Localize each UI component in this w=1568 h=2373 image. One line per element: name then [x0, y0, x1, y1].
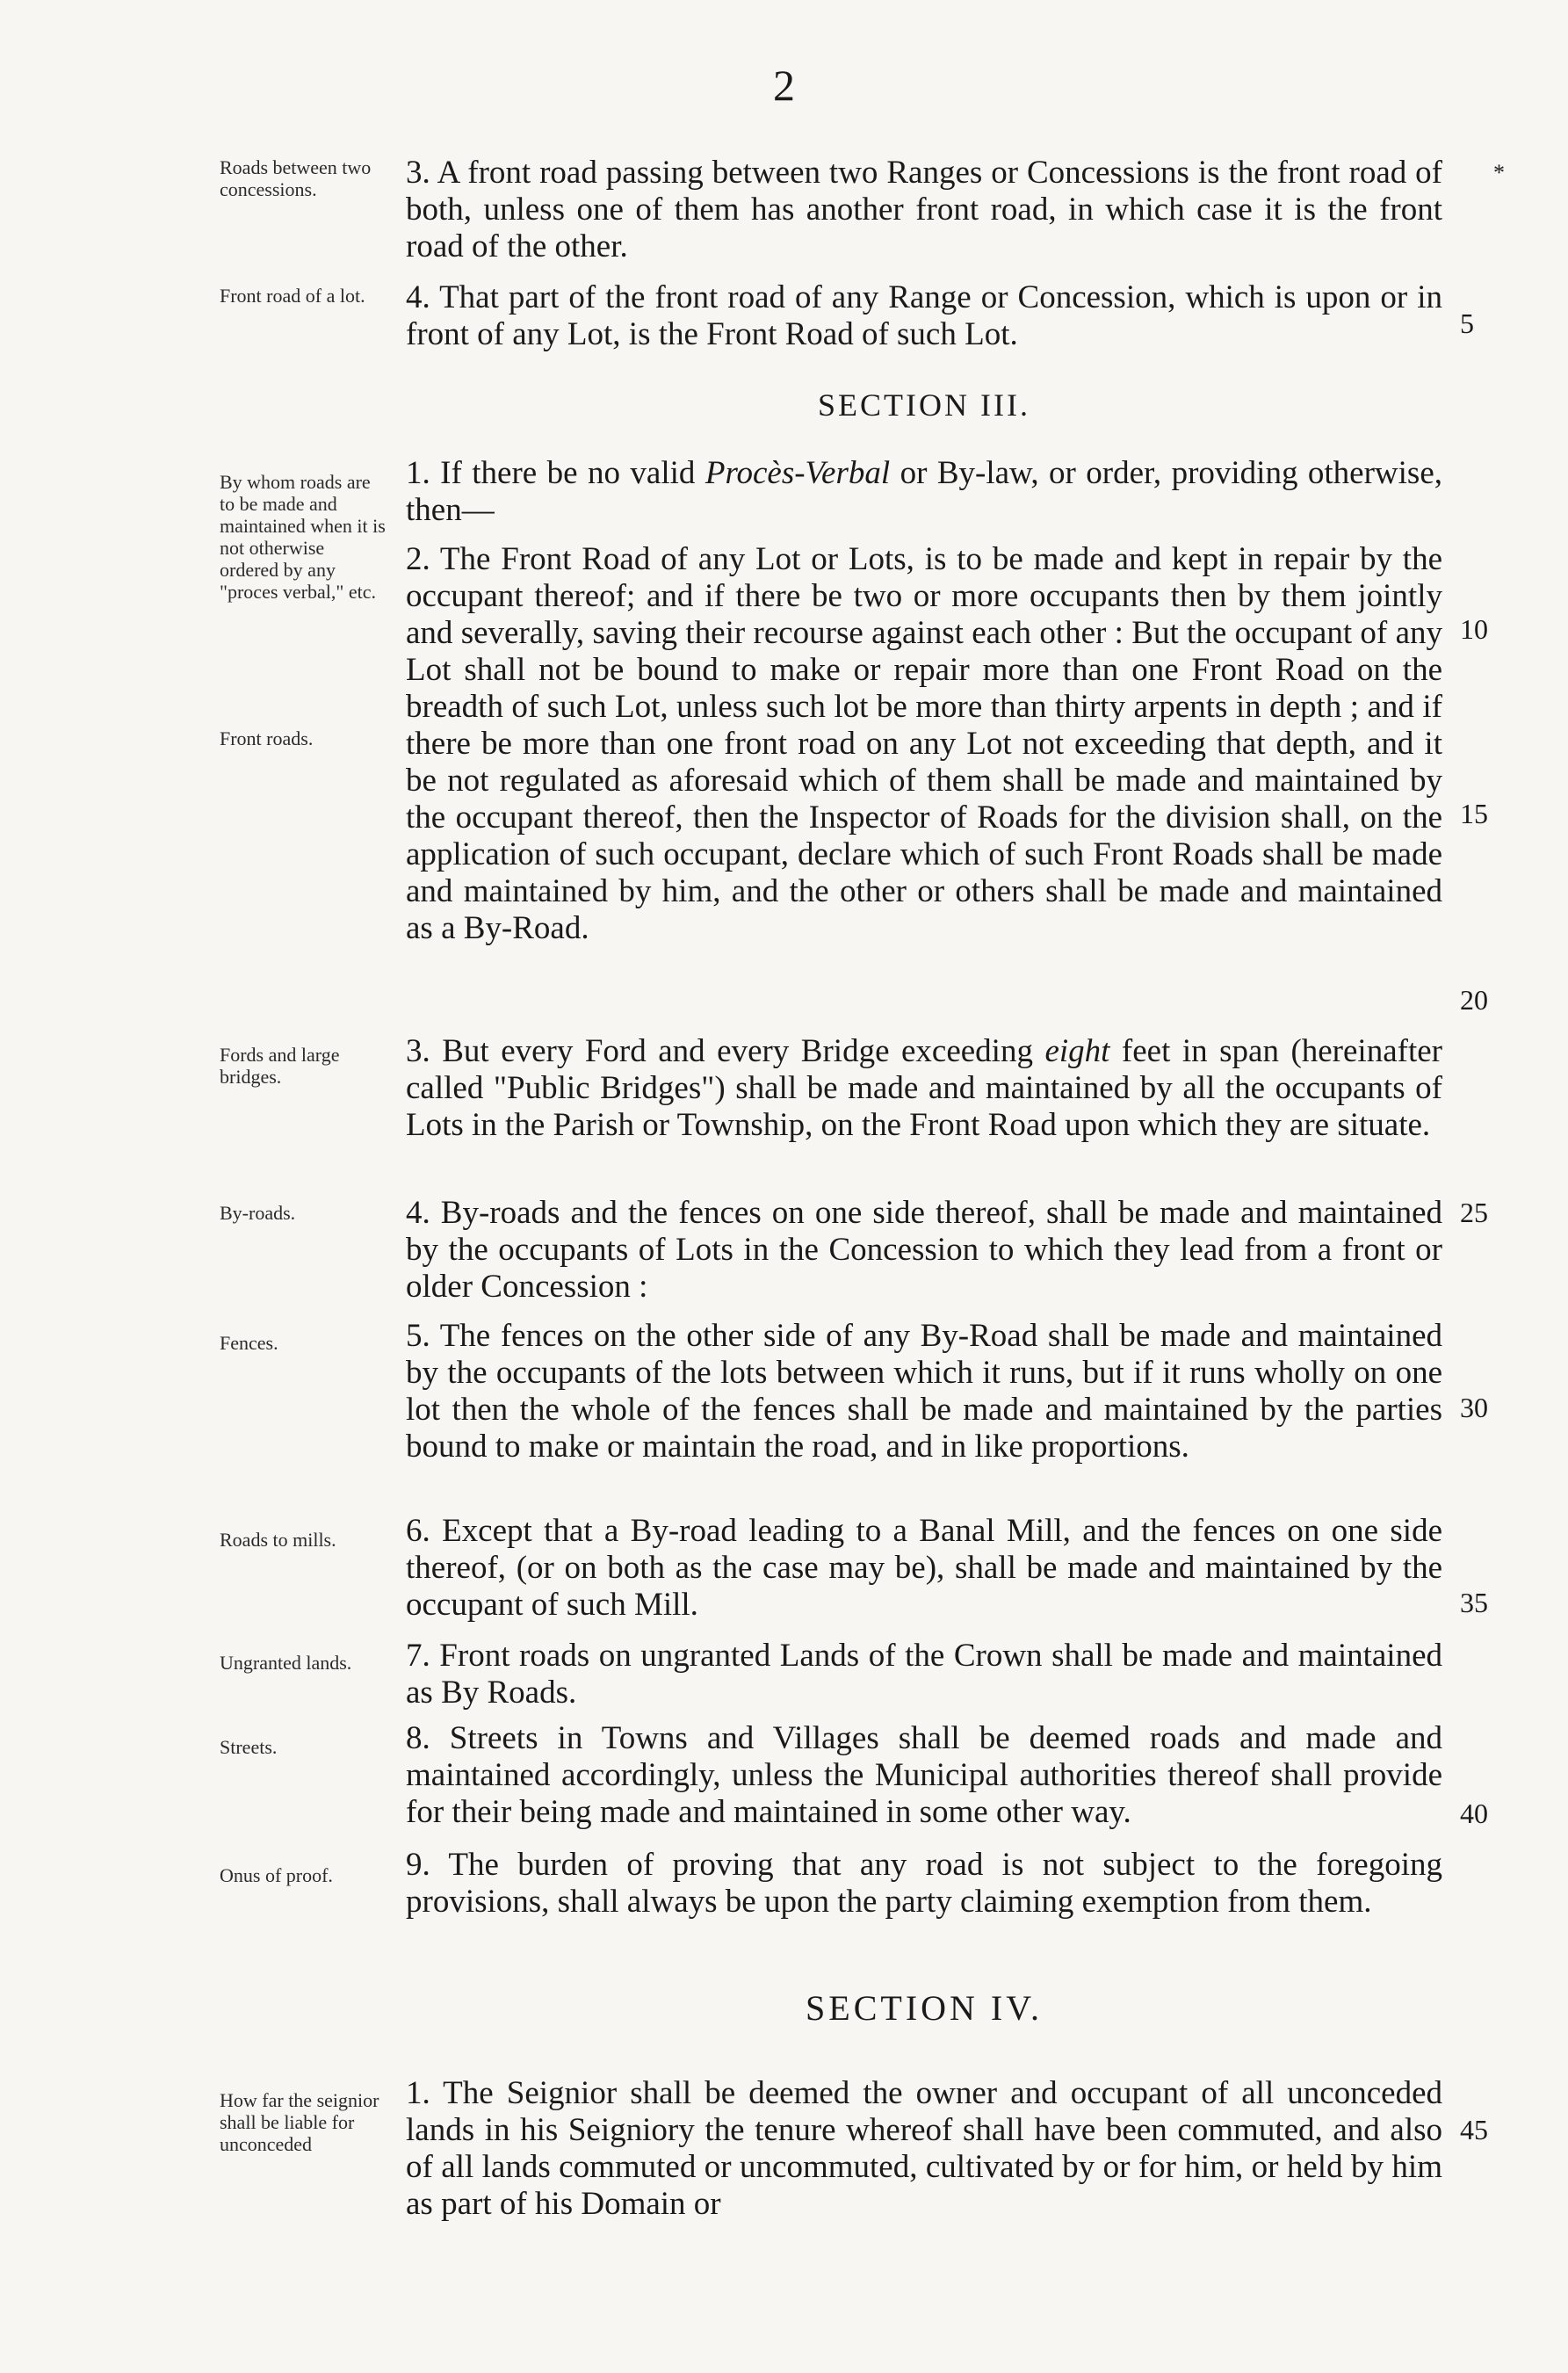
section-heading: SECTION IV.: [806, 1988, 1043, 2028]
paragraph-rest: or By-law, or order, providing otherwise, then—: [406, 455, 1442, 528]
margin-note: Fords and large bridges.: [220, 1044, 340, 1088]
paragraph: 3. A front road passing between two Ranges or Concessions is the front road of both, unless one of them has another front road, in which case it is the front road of the other.: [406, 155, 1442, 264]
line-number: 25: [1460, 1197, 1488, 1228]
line-number: 20: [1460, 984, 1488, 1016]
line-number: 40: [1460, 1798, 1488, 1829]
line-number: 35: [1460, 1587, 1488, 1618]
margin-note: Streets.: [220, 1736, 278, 1758]
paragraph: 8. Streets in Towns and Villages shall be deemed roads and made and maintained accordingly, unless the Municipal authorities thereof shall provide for their being made and maintained in some other way.: [406, 1720, 1442, 1830]
margin-note: Roads to mills.: [220, 1529, 336, 1551]
paragraph: 6. Except that a By-road leading to a Banal Mill, and the fences on one side thereof, (or on both as the case may be), shall be made and maintained by the occupant of such Mill.: [406, 1513, 1442, 1623]
paragraph: 4. That part of the front road of any Range or Concession, which is upon or in front of any Lot, is the Front Road of such Lot.: [406, 279, 1442, 352]
section-heading: SECTION III.: [818, 387, 1030, 423]
line-number: 15: [1460, 798, 1488, 829]
paragraph-lead: 1. If there be no valid: [406, 455, 705, 491]
margin-note: Onus of proof.: [220, 1864, 333, 1886]
margin-note: Ungranted lands.: [220, 1652, 352, 1674]
paragraph: 2. The Front Road of any Lot or Lots, is to be made and kept in repair by the occupant thereof; and if there be two or more occupants then by them jointly and severally, saving their recourse against each other : But the occupant of any Lot shall not be bound to make or repair more than one Front Road on the breadth of such Lot, unless such lot be more than thirty arpents in depth ; and if there be more than one front road on any Lot not exceeding that depth, and it be not regulated as aforesaid which of them shall be made and maintained by the occupant thereof, then the Inspector of Roads for the division shall, on the application of such occupant, declare which of such Front Roads shall be made and maintained by him, and the other or others shall be made and maintained as a By-Road.: [406, 541, 1442, 946]
line-number: 45: [1460, 2114, 1488, 2145]
margin-note: Front road of a lot.: [220, 285, 365, 307]
paragraph-lead: 3. But every Ford and every Bridge exceeding: [406, 1033, 1045, 1069]
margin-note: Roads between two concessions.: [220, 156, 372, 200]
paragraph: 7. Front roads on ungranted Lands of the Crown shall be made and maintained as By Roads.: [406, 1638, 1442, 1711]
paragraph: 5. The fences on the other side of any By-Road shall be made and maintained by the occupants of the lots between which it runs, but if it runs wholly on one lot then the whole of the fences shall be made and maintained by the parties bound to make or maintain the road, and in like proportions.: [406, 1318, 1442, 1465]
margin-note: By whom roads are to be made and maintained when it is not otherwise ordered by any "proces verbal," etc.: [220, 471, 386, 603]
paragraph: [406, 455, 1442, 529]
paragraph: 1. The Seignior shall be deemed the owner and occupant of all unconceded lands in his Seigniory the tenure whereof shall have been commuted, and also of all lands commuted or uncommuted, cultivated by or for him, or held by him as part of his Domain or: [406, 2075, 1442, 2222]
line-number: 5: [1460, 307, 1474, 339]
margin-note: Front roads.: [220, 727, 314, 749]
margin-note: By-roads.: [220, 1202, 296, 1224]
italic-term: Procès-Verbal: [705, 455, 891, 491]
margin-note: Fences.: [220, 1332, 278, 1354]
paragraph: 4. By-roads and the fences on one side thereof, shall be made and maintained by the occupants of Lots in the Concession to which they lead from a front or older Concession :: [406, 1195, 1442, 1305]
line-number: 10: [1460, 613, 1488, 645]
italic-term: eight: [1044, 1033, 1110, 1069]
paragraph-rest: feet in span (hereinafter called "Public Bridges") shall be made and maintained by all the occupants of Lots in the Parish or Township, on the Front Road upon which they are situate.: [406, 1033, 1442, 1143]
paragraph: 9. The burden of proving that any road is not subject to the foregoing provisions, shall always be upon the party claiming exemption from them.: [406, 1847, 1442, 1920]
page-number: 2: [773, 61, 795, 110]
margin-note: How far the seignior shall be liable for unconceded: [220, 2089, 379, 2155]
stray-mark: *: [1493, 160, 1505, 185]
paragraph: [406, 1033, 1442, 1144]
line-number: 30: [1460, 1392, 1488, 1423]
